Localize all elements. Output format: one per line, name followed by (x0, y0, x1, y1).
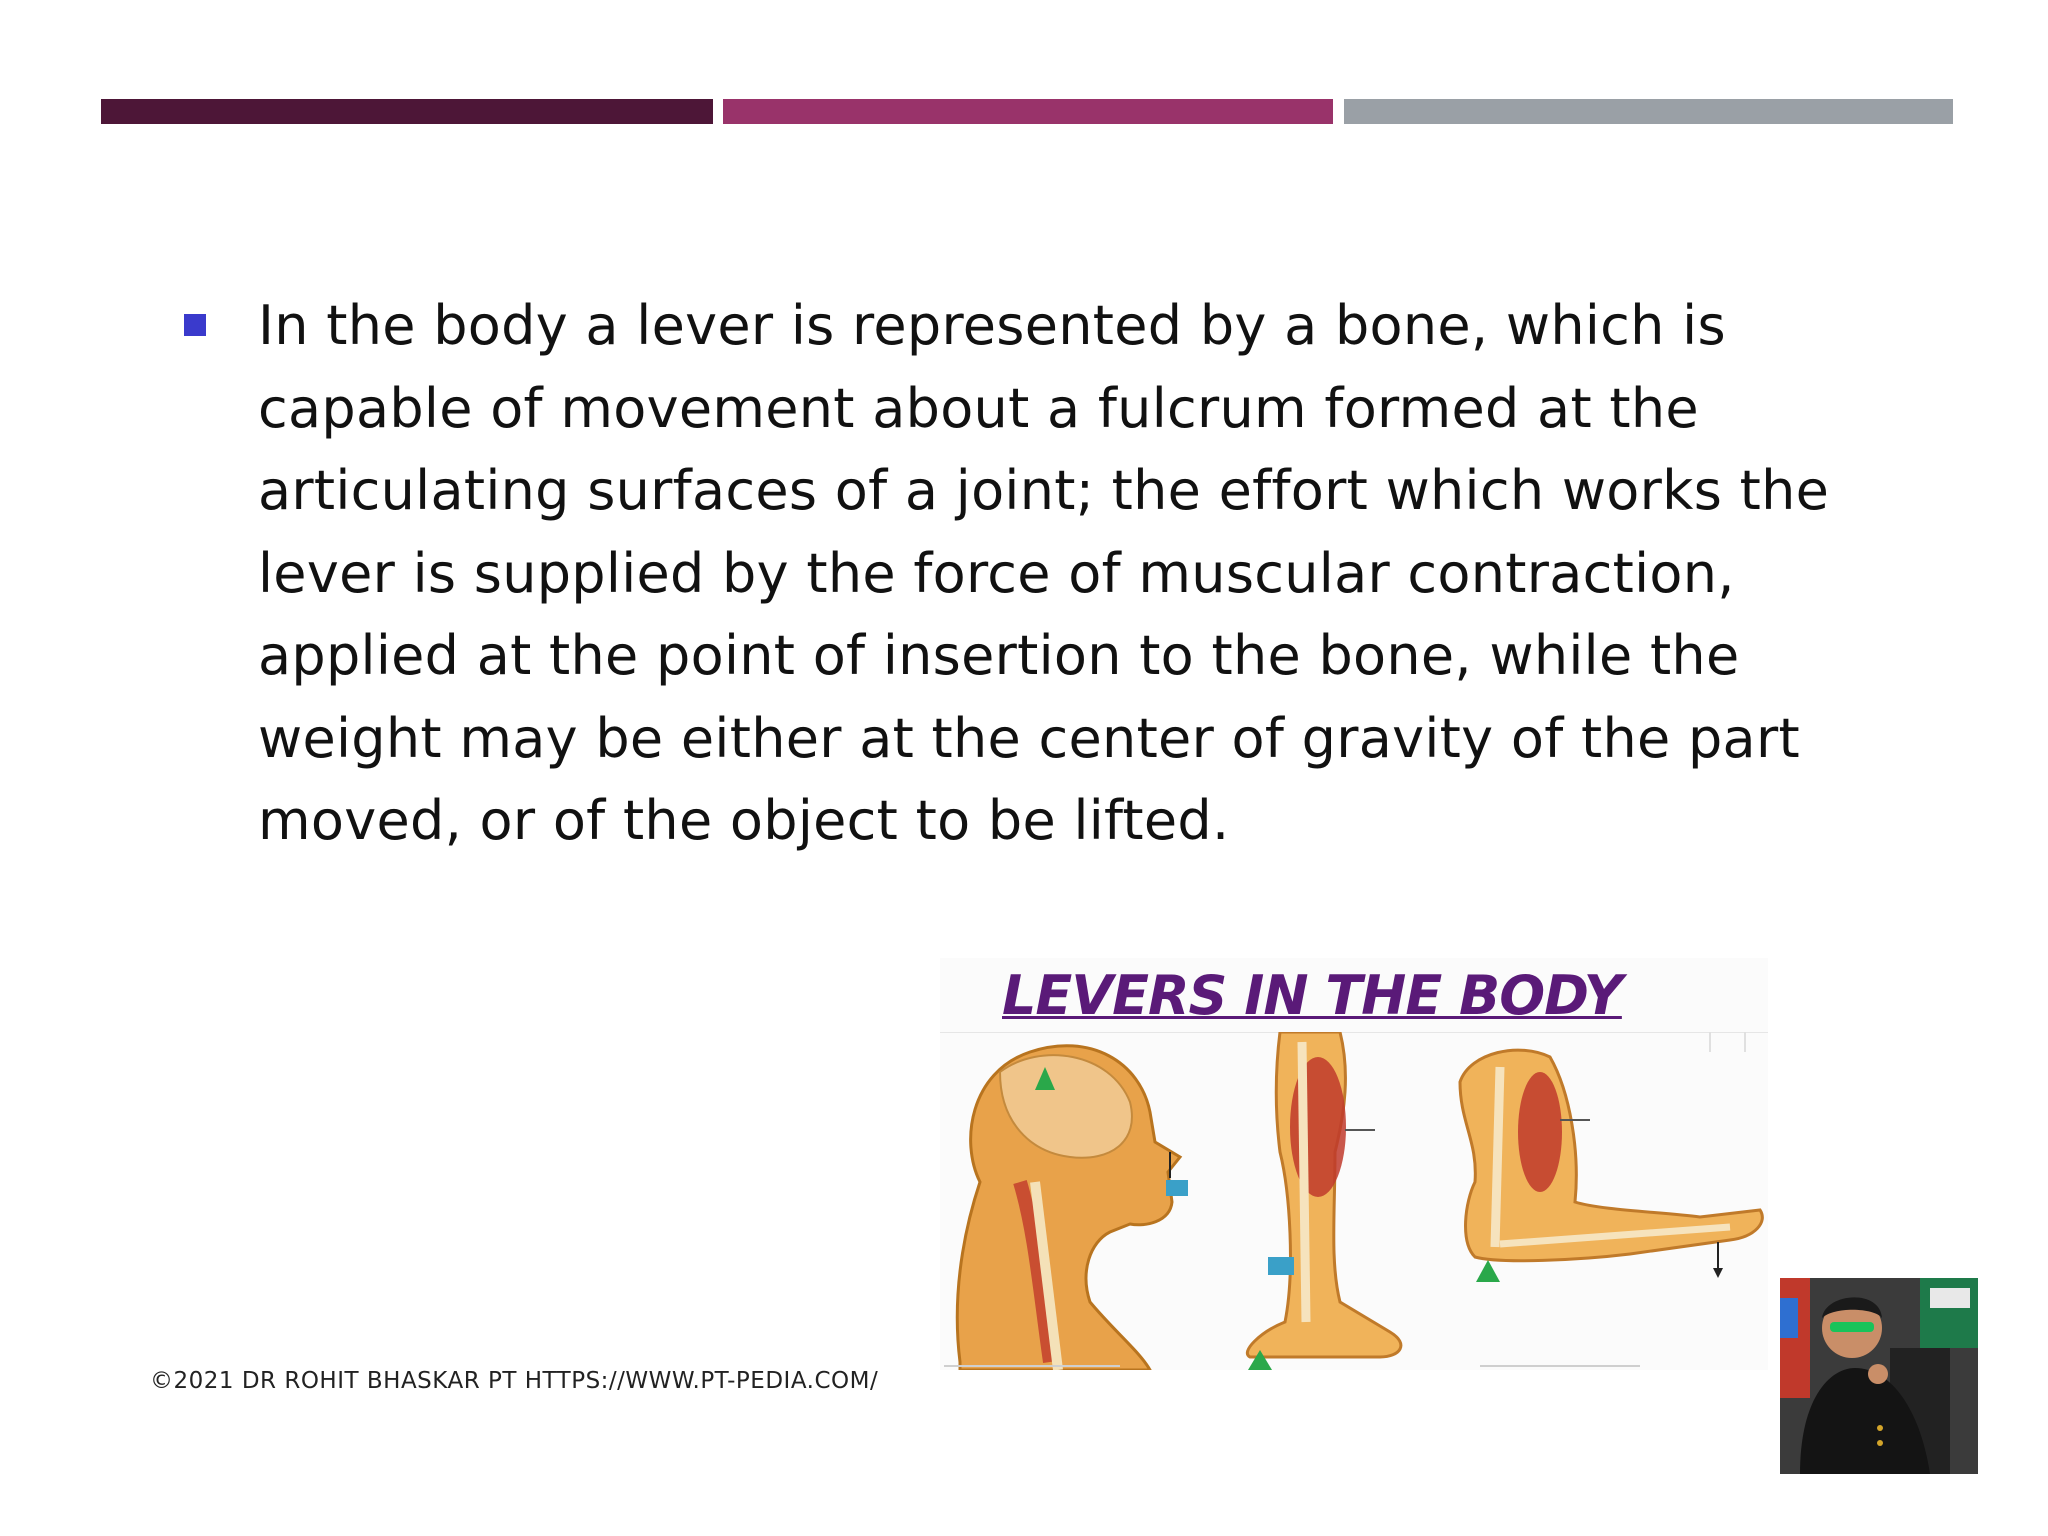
footer-copyright: ©2021 DR ROHIT BHASKAR PT HTTPS://WWW.PT-PEDIA.COM/ (150, 1368, 879, 1394)
header-bar-dark-plum (101, 99, 713, 124)
head-neck-lever-illustration (957, 1046, 1188, 1370)
bullet-line: articulating surfaces of a joint; the effort which works the (258, 459, 1830, 522)
bullet-line: capable of movement about a fulcrum formed at the (258, 376, 1699, 440)
bullet-paragraph (258, 285, 1898, 863)
bullet-line: moved, or of the object to be lifted. (258, 789, 1230, 852)
levers-illustration (940, 1032, 1768, 1370)
figure-title: LEVERS IN THE BODY (1002, 964, 1622, 1027)
arm-elbow-lever-illustration (1460, 1050, 1762, 1282)
header-bar-magenta (723, 99, 1333, 124)
presenter-photo (1780, 1278, 1978, 1474)
bullet-line: applied at the point of insertion to the bone, while the (258, 624, 1740, 687)
avatar (1780, 1278, 1978, 1474)
header-color-bars (101, 99, 1953, 124)
bullet-line: weight may be either at the center of gravity of the part (258, 706, 1800, 770)
bullet-line: In the body a lever is represented by a bone, which is (258, 294, 1726, 357)
bullet-line: lever is supplied by the force of muscular contraction, (258, 541, 1735, 605)
leg-calf-lever-illustration (1247, 1032, 1401, 1370)
header-bar-gray (1344, 99, 1953, 124)
square-bullet-icon (184, 314, 206, 336)
levers-figure (940, 958, 1768, 1370)
